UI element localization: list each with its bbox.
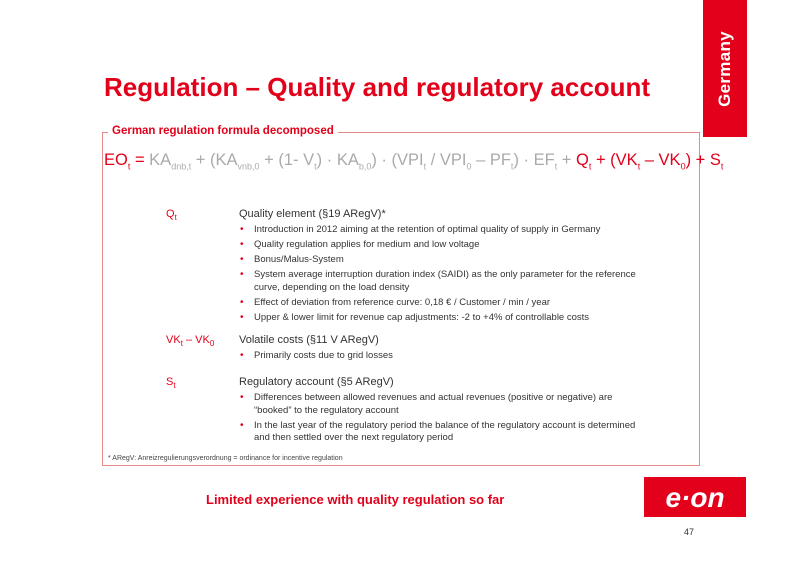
quality-symbol: $Q_t$ <box>166 208 177 223</box>
list-item: • Upper & lower limit for revenue cap adjustments: -2 to +4% of controllable costs <box>239 312 644 325</box>
list-item: • Primarily costs due to grid losses <box>239 350 644 363</box>
quality-bullet-list <box>239 224 644 327</box>
formula-box-label: German regulation formula decomposed <box>108 125 338 137</box>
eon-logo-mark <box>644 477 746 517</box>
list-item: • Introduction in 2012 aiming at the retention of optimal quality of supply in Germany <box>239 224 644 237</box>
quality-heading: Quality element (§19 ARegV)* <box>239 208 386 220</box>
volatile-bullet-list <box>239 350 644 365</box>
country-tab-label: Germany <box>715 30 734 107</box>
regulatory-heading: Regulatory account (§5 ARegV) <box>239 376 394 388</box>
volatile-symbol: $VK_t - VK_0$ <box>166 334 215 349</box>
bottom-statement: Limited experience with quality regulation so far <box>206 492 505 507</box>
regulatory-bullet-list <box>239 392 644 447</box>
page-number: 47 <box>684 527 695 537</box>
footnote: * ARegV: Anreizregulierungsverordnung = ordinance for incentive regulation <box>108 455 343 462</box>
list-item: • Bonus/Malus-System <box>239 254 644 267</box>
list-item: • Quality regulation applies for medium and low voltage <box>239 239 644 252</box>
list-item: • In the last year of the regulatory period the balance of the regulatory account is determined and then settled over the next regulatory period <box>239 420 644 445</box>
eon-logo <box>644 477 746 517</box>
regulatory-symbol: $S_t$ <box>166 376 176 391</box>
regulation-formula: $EO_t = KA_{dnb,t} + (KA_{vnb,0} + (1-$ $V_t) \cdot KA_{b,0}) \cdot (VPI_t / VPI_0 - PF_t) \cdot EF_t + Q_t + (VK_t - VK_0) + S_t$ <box>104 151 724 172</box>
country-tab <box>703 0 747 137</box>
list-item: • Differences between allowed revenues and actual revenues (positive or negative) are “booked” to the regulatory account <box>239 392 644 417</box>
list-item: • Effect of deviation from reference curve: 0,18 € / Customer / min / year <box>239 297 644 310</box>
eon-logo-text: e·on <box>665 482 725 513</box>
page-title: Regulation – Quality and regulatory account <box>104 72 651 102</box>
volatile-heading: Volatile costs (§11 V ARegV) <box>239 334 379 346</box>
list-item: • System average interruption duration index (SAIDI) as the only parameter for the reference curve, depending on the load density <box>239 269 644 294</box>
